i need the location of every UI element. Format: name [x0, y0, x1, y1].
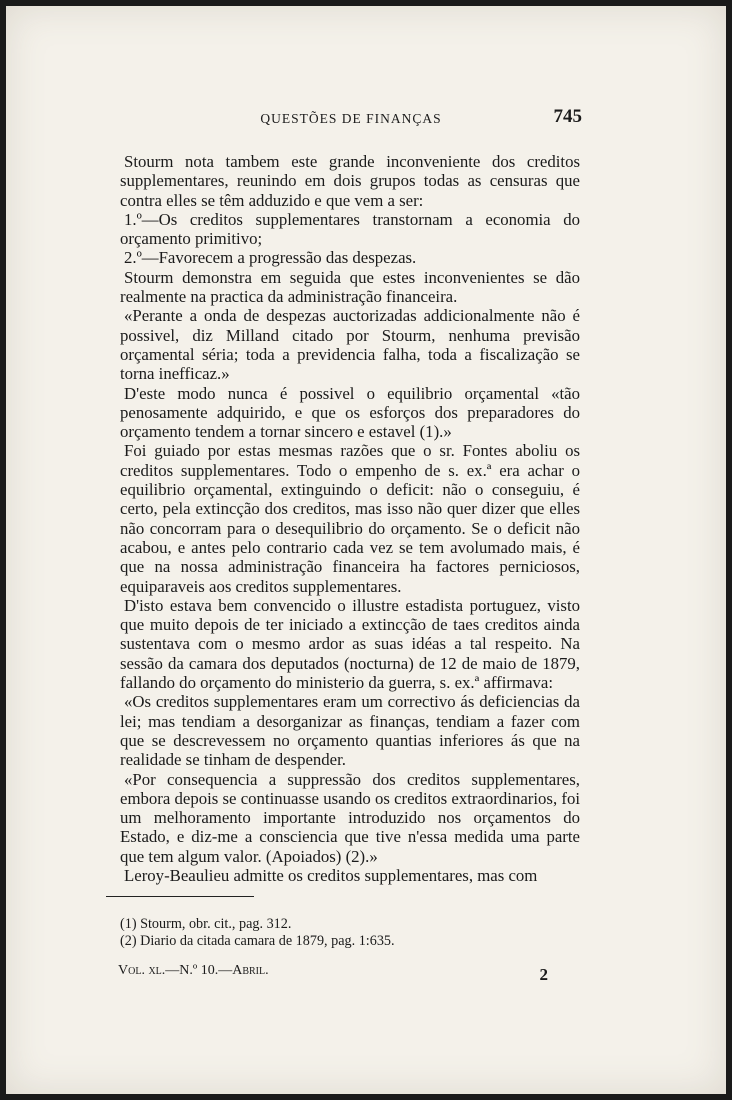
paragraph: Leroy-Beaulieu admitte os creditos supplementares, mas com [124, 865, 538, 885]
paragraph: Stourm demonstra em seguida que estes inconvenientes se dão realmente na practica da administração financeira. [120, 267, 580, 307]
footnote-divider [106, 896, 254, 897]
paragraph: 1.º—Os creditos supplementares transtornam a economia do orçamento primitivo; [120, 209, 580, 249]
paragraph: D'este modo nunca é possivel o equilibrio orçamental «tão penosamente adquirido, e que os esforços dos preparadores do orçamento tendem a tornar sincero e estavel (1).» [120, 383, 580, 442]
running-title: QUESTÕES DE FINANÇAS [260, 111, 442, 126]
paragraph: Stourm nota tambem este grande inconveniente dos creditos supplementares, reunindo em dois grupos todas as censuras que contra elles se têm adduzido e que vem a ser: [120, 152, 580, 210]
paragraph: «Perante a onda de despezas auctorizadas addicionalmente não é possivel, diz Milland citado por Stourm, nenhuma previsão orçamental séria; toda a previdencia falha, toda a fiscalização se torna inefficaz.» [120, 306, 580, 384]
page-header [120, 106, 582, 131]
paragraph: 2.º—Favorecem a progressão das despezas. [124, 248, 417, 268]
book-page [6, 6, 726, 1094]
footnote: (1) Stourm, obr. cit., pag. 312. [120, 916, 292, 932]
footnotes [120, 916, 580, 950]
footnote: (2) Diario da citada camara de 1879, pag. 1:635. [120, 933, 395, 949]
volume-signature: Vol. xl.—N.º 10.—Abril. [118, 963, 269, 978]
paragraph: D'isto estava bem convencido o illustre estadista portuguez, visto que muito depois de ter iniciado a extincção de taes creditos ainda sustentava com o mesmo ardor as suas idéas a tal respeito. Na sessão da camara dos deputados (nocturna) de 12 de maio de 1879, fallando do orçamento do ministerio da guerra, s. ex.ª affirmava: [120, 595, 580, 693]
body-text [120, 152, 580, 885]
sheet-number: 2 [539, 965, 548, 984]
paragraph: «Os creditos supplementares eram um correctivo ás deficiencias da lei; mas tendiam a desorganizar as finanças, tendiam a fazer com que se descrevessem no orçamento quantias inferiores ás que na realidade se tinham de despender. [120, 692, 580, 770]
paragraph: Foi guiado por estas mesmas razões que o sr. Fontes aboliu os creditos supplementares. Todo o empenho de s. ex.ª era achar o equilibrio orçamental, extinguindo o deficit: não o conseguiu, é certo, pela extincção dos creditos, mas isso não quer dizer que elles não concorram para o desequilibrio do orçamento. Se o deficit não acabou, e antes pelo contrario cada vez se tem avolumado mais, é que na nossa administração financeira ha factores perniciosos, equiparaveis aos creditos supplementares. [120, 441, 580, 596]
paragraph: «Por consequencia a suppressão dos creditos supplementares, embora depois se continuasse usando os creditos extraordinarios, foi um melhoramento importante introduzido nos orçamentos do Estado, e diz-me a consciencia que tive n'essa medida uma parte que tem algum valor. (Apoiados) (2).» [120, 769, 580, 866]
page-number: 745 [553, 106, 582, 127]
